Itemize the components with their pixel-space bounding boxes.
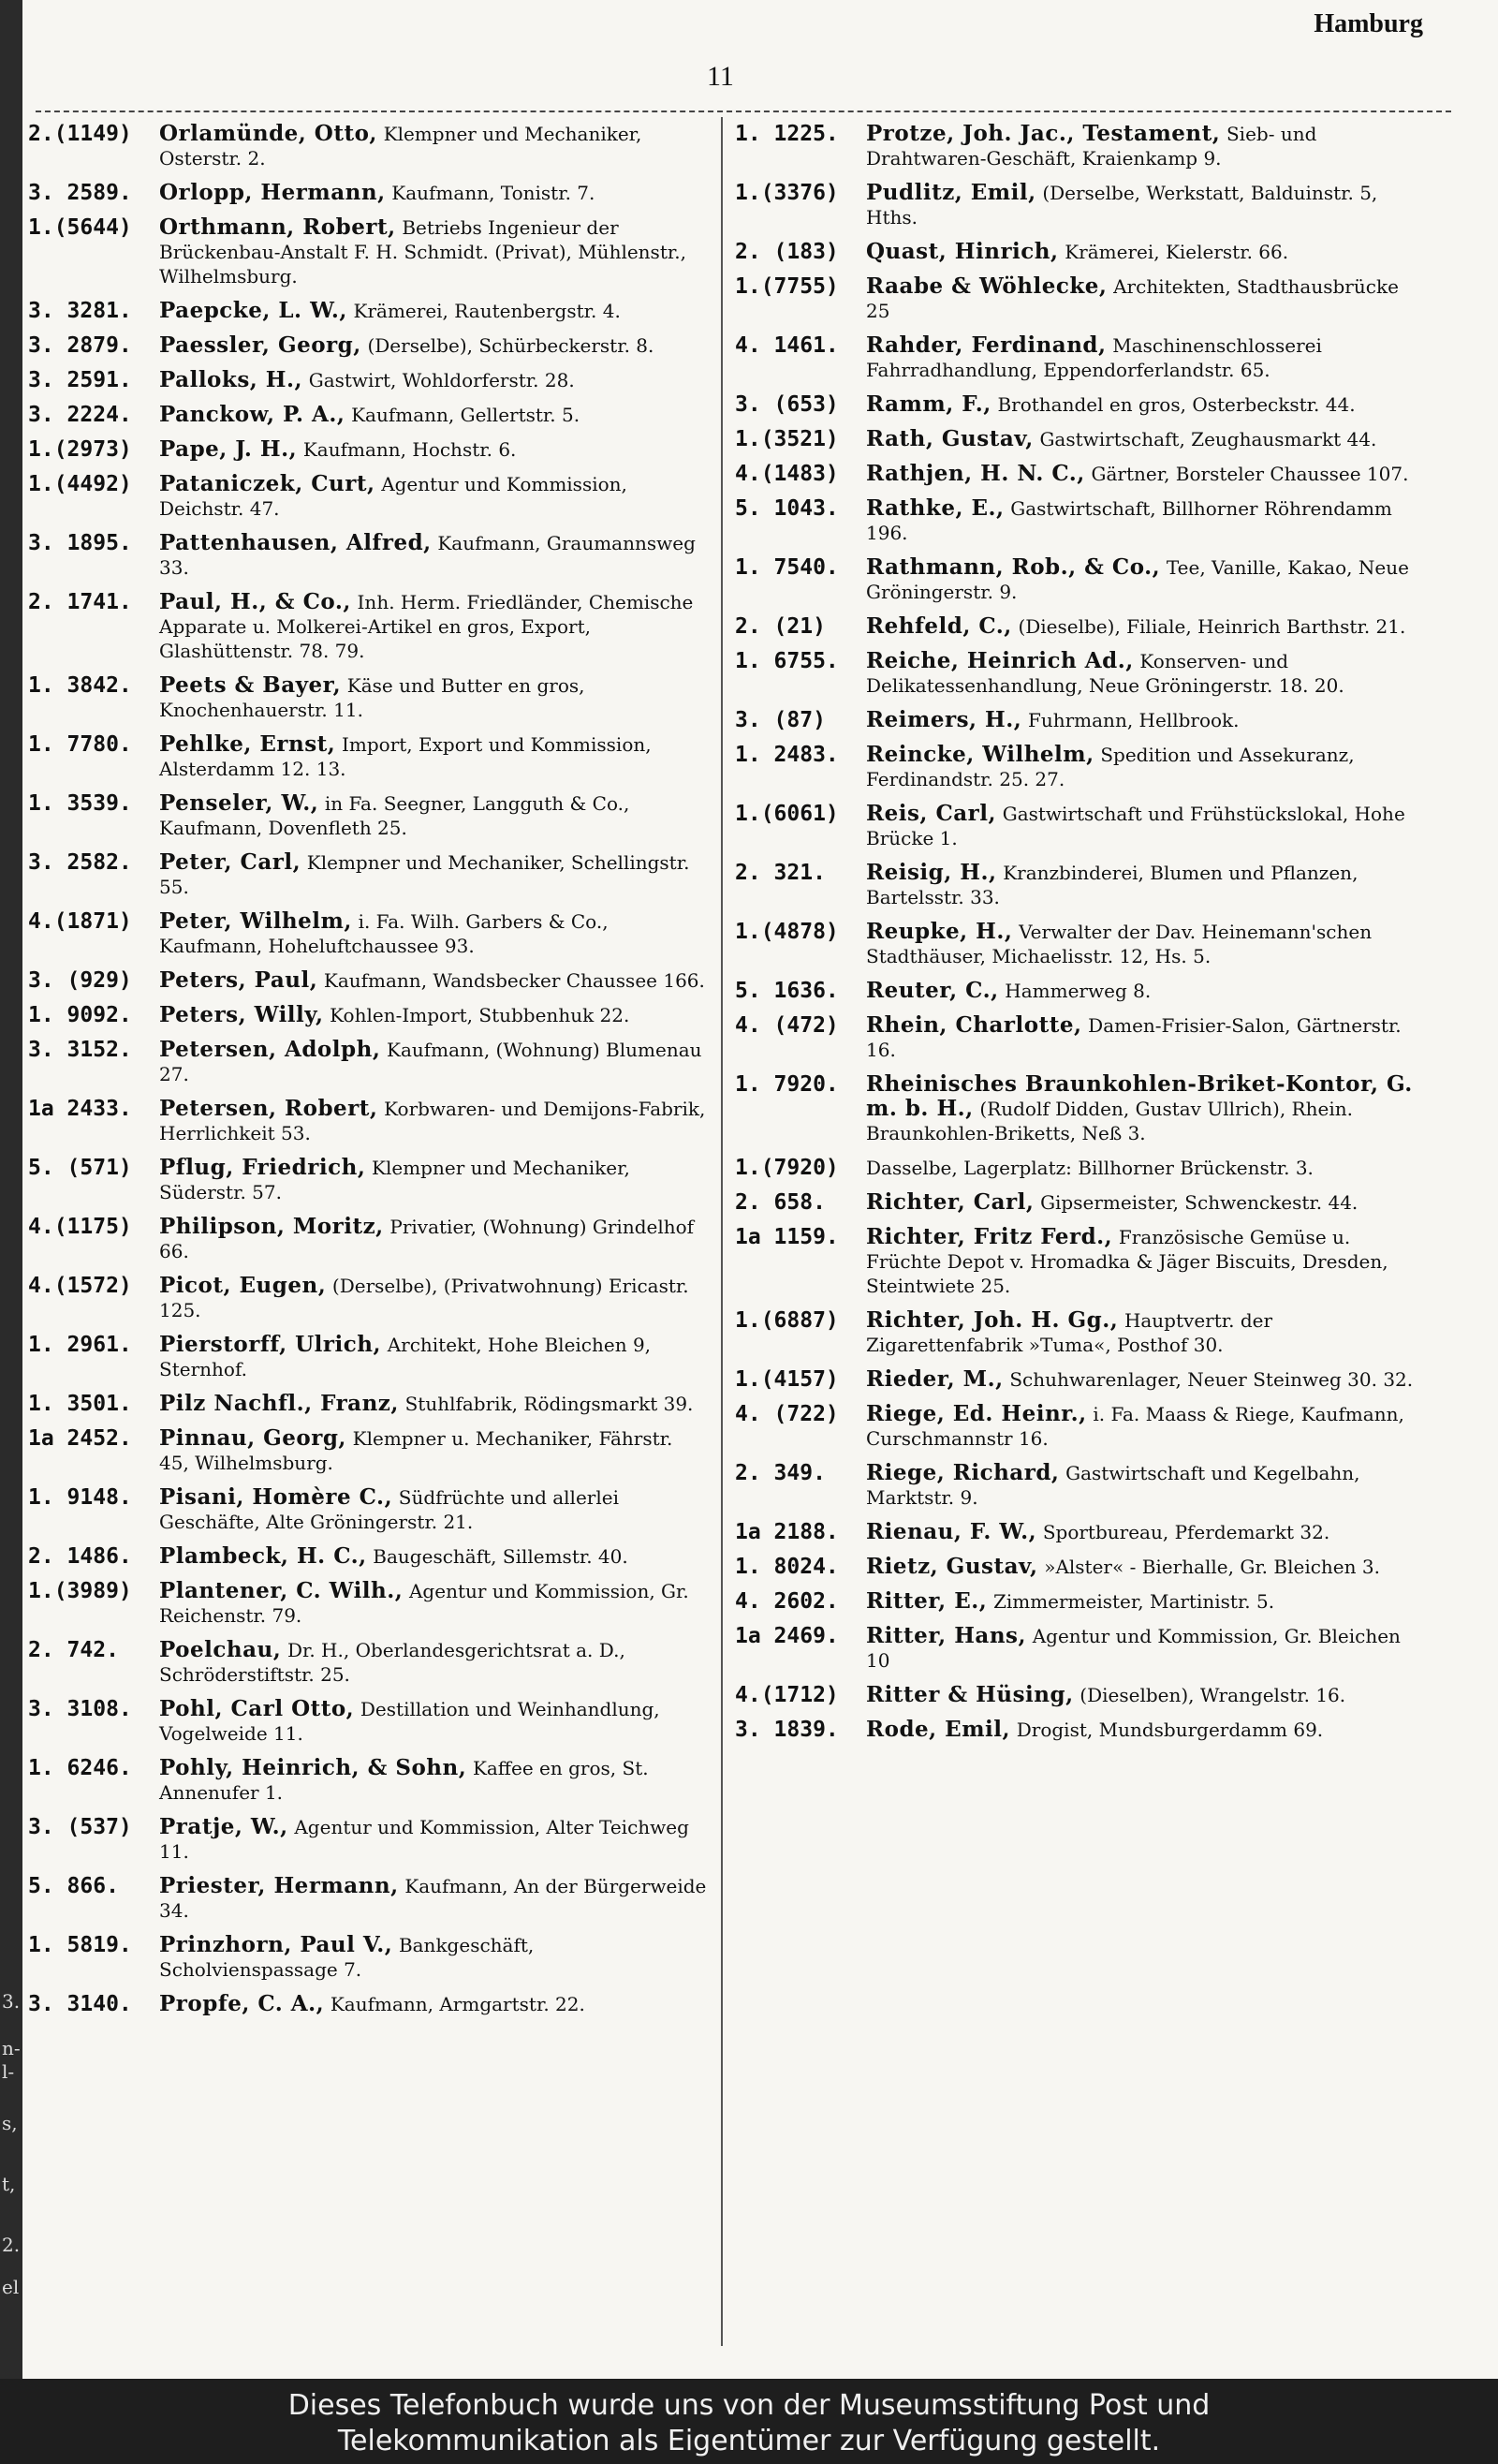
subscriber-name: Rehfeld, C., bbox=[866, 613, 1012, 639]
subscriber-details: (Derselbe), Schürbeckerstr. 8. bbox=[367, 334, 654, 357]
subscriber-details: Kaufmann, (Wohnung) Blumenau 27. bbox=[159, 1039, 702, 1085]
directory-entry bbox=[735, 462, 1423, 486]
phone-number: 1.(6887) bbox=[735, 1308, 839, 1333]
phone-number: 1. 8024. bbox=[735, 1555, 839, 1579]
subscriber-details: Krämerei, Kielerstr. 66. bbox=[1065, 241, 1289, 263]
subscriber-name: Poelchau, bbox=[159, 1637, 282, 1662]
subscriber-name: Ramm, F., bbox=[866, 391, 991, 417]
subscriber-name: Plantener, C. Wilh., bbox=[159, 1578, 404, 1603]
directory-entry bbox=[735, 1308, 1423, 1357]
directory-entry bbox=[735, 1589, 1423, 1614]
subscriber-details: Spedition und Assekuranz, Ferdinandstr. 25. 27. bbox=[866, 744, 1355, 790]
phone-number: 1.(4878) bbox=[735, 920, 839, 944]
phone-number: 3. (537) bbox=[28, 1815, 132, 1839]
directory-entry bbox=[28, 732, 707, 781]
phone-number: 5. 1043. bbox=[735, 496, 839, 521]
directory-entry bbox=[735, 392, 1423, 417]
left-column bbox=[28, 122, 707, 2027]
subscriber-details: Klempner und Mechaniker, Osterstr. 2. bbox=[159, 123, 642, 170]
subscriber-name: Rhein, Charlotte, bbox=[866, 1012, 1082, 1038]
directory-entry bbox=[28, 299, 707, 323]
subscriber-name: Rahder, Ferdinand, bbox=[866, 332, 1107, 358]
subscriber-details: Käse und Butter en gros, Knochenhauerstr. 11. bbox=[159, 674, 585, 721]
directory-entry bbox=[28, 590, 707, 663]
phone-number: 3. (929) bbox=[28, 968, 132, 993]
subscriber-name: Peters, Willy, bbox=[159, 1002, 324, 1027]
subscriber-details: Klempner u. Mechaniker, Fährstr. 45, Wilhelmsburg. bbox=[159, 1427, 673, 1474]
directory-entry bbox=[735, 1520, 1423, 1544]
directory-entry bbox=[28, 1874, 707, 1923]
running-head: Hamburg bbox=[1314, 9, 1423, 38]
subscriber-name: Peters, Paul, bbox=[159, 967, 318, 993]
subscriber-details: Agentur und Kommission, Alter Teichweg 11. bbox=[159, 1816, 689, 1863]
directory-entry bbox=[735, 181, 1423, 229]
subscriber-name: Quast, Hinrich, bbox=[866, 239, 1059, 264]
phone-number: 4.(1572) bbox=[28, 1274, 132, 1298]
subscriber-details: Schuhwarenlager, Neuer Steinweg 30. 32. bbox=[1009, 1368, 1414, 1391]
subscriber-details: Kaufmann, Tonistr. 7. bbox=[391, 182, 595, 204]
subscriber-details: Kaffee en gros, St. Annenufer 1. bbox=[159, 1757, 649, 1804]
subscriber-details: Gastwirtschaft und Frühstückslokal, Hohe Brücke 1. bbox=[866, 803, 1405, 849]
phone-number: 2.(1149) bbox=[28, 122, 132, 146]
phone-number: 4. (722) bbox=[735, 1402, 839, 1426]
subscriber-name: Reisig, H., bbox=[866, 860, 997, 885]
subscriber-details: in Fa. Seegner, Langguth & Co., Kaufmann, Dovenfleth 25. bbox=[159, 792, 630, 839]
subscriber-name: Philipson, Moritz, bbox=[159, 1214, 384, 1239]
directory-entry bbox=[735, 1013, 1423, 1062]
subscriber-name: Pilz Nachfl., Franz, bbox=[159, 1391, 399, 1416]
subscriber-name: Palloks, H., bbox=[159, 367, 303, 392]
subscriber-name: Petersen, Robert, bbox=[159, 1096, 378, 1121]
spine-mark: 2. bbox=[2, 2234, 21, 2256]
subscriber-name: Riege, Richard, bbox=[866, 1460, 1060, 1485]
directory-entry bbox=[28, 1038, 707, 1086]
subscriber-name: Orlamünde, Otto, bbox=[159, 121, 377, 146]
subscriber-name: Pohly, Heinrich, & Sohn, bbox=[159, 1755, 467, 1780]
subscriber-name: Paepcke, L. W., bbox=[159, 298, 347, 323]
directory-entry bbox=[28, 1544, 707, 1569]
directory-entry bbox=[28, 1815, 707, 1864]
phone-number: 5. 1636. bbox=[735, 979, 839, 1003]
directory-entry bbox=[28, 1697, 707, 1746]
subscriber-name: Paul, H., & Co., bbox=[159, 589, 351, 614]
subscriber-name: Pape, J. H., bbox=[159, 436, 298, 462]
top-rule bbox=[36, 111, 1451, 112]
phone-number: 4.(1483) bbox=[735, 462, 839, 486]
directory-entry bbox=[28, 1003, 707, 1027]
directory-entry bbox=[28, 531, 707, 580]
phone-number: 3. 2589. bbox=[28, 181, 132, 205]
subscriber-details: Gastwirtschaft, Billhorner Röhrendamm 196. bbox=[866, 497, 1392, 544]
directory-entry bbox=[28, 1156, 707, 1204]
directory-entry bbox=[28, 909, 707, 958]
directory-entry bbox=[735, 802, 1423, 850]
directory-entry bbox=[28, 1756, 707, 1805]
phone-number: 2. 1741. bbox=[28, 590, 132, 614]
phone-number: 2. 742. bbox=[28, 1638, 119, 1662]
subscriber-name: Ritter, E., bbox=[866, 1588, 988, 1614]
subscriber-name: Riege, Ed. Heinr., bbox=[866, 1401, 1087, 1426]
footer-line-1: Dieses Telefonbuch wurde uns von der Museumsstiftung Post und bbox=[287, 2389, 1211, 2422]
directory-entry bbox=[28, 673, 707, 722]
directory-entry bbox=[735, 1225, 1423, 1298]
directory-entry bbox=[28, 122, 707, 170]
subscriber-details: Gipsermeister, Schwenckestr. 44. bbox=[1040, 1191, 1358, 1214]
subscriber-details: Fuhrmann, Hellbrook. bbox=[1027, 709, 1240, 731]
directory-entry bbox=[735, 1367, 1423, 1392]
subscriber-name: Penseler, W., bbox=[159, 790, 319, 816]
subscriber-details: Destillation und Weinhandlung, Vogelweide 11. bbox=[159, 1698, 660, 1745]
phone-number: 1. 3501. bbox=[28, 1392, 132, 1416]
subscriber-name: Reiche, Heinrich Ad., bbox=[866, 648, 1134, 673]
subscriber-name: Plambeck, H. C., bbox=[159, 1543, 367, 1569]
subscriber-name: Reis, Carl, bbox=[866, 801, 997, 826]
subscriber-name: Picot, Eugen, bbox=[159, 1273, 327, 1298]
subscriber-details: i. Fa. Wilh. Garbers & Co., Kaufmann, Hoheluftchaussee 93. bbox=[159, 910, 609, 957]
subscriber-details: »Alster« - Bierhalle, Gr. Bleichen 3. bbox=[1044, 1556, 1380, 1578]
phone-number: 2. (183) bbox=[735, 240, 839, 264]
subscriber-details: Stuhlfabrik, Rödingsmarkt 39. bbox=[404, 1393, 694, 1415]
subscriber-details: Tee, Vanille, Kakao, Neue Gröningerstr. 9. bbox=[866, 556, 1409, 603]
column-divider bbox=[721, 117, 723, 2346]
subscriber-details: Import, Export und Kommission, Alsterdamm 12. 13. bbox=[159, 733, 652, 780]
phone-number: 2. 1486. bbox=[28, 1544, 132, 1569]
subscriber-name: Reincke, Wilhelm, bbox=[866, 742, 1094, 767]
subscriber-name: Rath, Gustav, bbox=[866, 426, 1034, 451]
subscriber-details: Klempner und Mechaniker, Süderstr. 57. bbox=[159, 1157, 630, 1203]
phone-number: 3. 2582. bbox=[28, 850, 132, 875]
directory-entry bbox=[735, 496, 1423, 545]
phone-number: 1. 9092. bbox=[28, 1003, 132, 1027]
subscriber-details: Kaufmann, Graumannsweg 33. bbox=[159, 532, 696, 579]
subscriber-details: Kohlen-Import, Stubbenhuk 22. bbox=[330, 1004, 630, 1026]
subscriber-details: Konserven- und Delikatessenhandlung, Neue Gröningerstr. 18. 20. bbox=[866, 650, 1344, 697]
phone-number: 5. 866. bbox=[28, 1874, 119, 1898]
phone-number: 1.(3989) bbox=[28, 1579, 132, 1603]
directory-entry bbox=[28, 368, 707, 392]
subscriber-name: Peets & Bayer, bbox=[159, 672, 342, 698]
subscriber-name: Petersen, Adolph, bbox=[159, 1037, 381, 1062]
subscriber-details: Kaufmann, Wandsbecker Chaussee 166. bbox=[323, 969, 705, 992]
subscriber-details: Baugeschäft, Sillemstr. 40. bbox=[373, 1545, 628, 1568]
subscriber-name: Richter, Fritz Ferd., bbox=[866, 1224, 1113, 1249]
phone-number: 1. 1225. bbox=[735, 122, 839, 146]
subscriber-name: Rode, Emil, bbox=[866, 1717, 1011, 1742]
subscriber-details: Verwalter der Dav. Heinemann'schen Stadthäuser, Michaelisstr. 12, Hs. 5. bbox=[866, 921, 1373, 967]
subscriber-details: Agentur und Kommission, Deichstr. 47. bbox=[159, 473, 627, 520]
subscriber-name: Richter, Joh. H. Gg., bbox=[866, 1307, 1119, 1333]
phone-number: 4. 2602. bbox=[735, 1589, 839, 1614]
phone-number: 1.(3376) bbox=[735, 181, 839, 205]
subscriber-details: Architekt, Hohe Bleichen 9, Sternhof. bbox=[159, 1334, 652, 1380]
subscriber-name: Pinnau, Georg, bbox=[159, 1425, 346, 1451]
subscriber-details: Brothandel en gros, Osterbeckstr. 44. bbox=[997, 393, 1356, 416]
directory-entry bbox=[735, 1402, 1423, 1451]
phone-number: 3. 3140. bbox=[28, 1992, 132, 2016]
phone-number: 3. 2591. bbox=[28, 368, 132, 392]
phone-number: 4.(1175) bbox=[28, 1215, 132, 1239]
directory-entry bbox=[28, 181, 707, 205]
subscriber-details: (Derselbe, Werkstatt, Balduinstr. 5, Hths. bbox=[866, 182, 1378, 229]
directory-entry bbox=[28, 1274, 707, 1322]
directory-entry bbox=[28, 1333, 707, 1381]
directory-entry bbox=[28, 1215, 707, 1263]
directory-entry bbox=[28, 1579, 707, 1628]
phone-number: 1.(5644) bbox=[28, 215, 132, 240]
subscriber-name: Rathke, E., bbox=[866, 495, 1005, 521]
subscriber-name: Pisani, Homère C., bbox=[159, 1484, 393, 1510]
phone-number: 1a 2188. bbox=[735, 1520, 839, 1544]
phone-number: 1a 2469. bbox=[735, 1624, 839, 1648]
phone-number: 2. 658. bbox=[735, 1190, 826, 1215]
phone-number: 1a 2433. bbox=[28, 1097, 132, 1121]
phone-number: 3. 2224. bbox=[28, 403, 132, 427]
subscriber-name: Paessler, Georg, bbox=[159, 332, 361, 358]
subscriber-name: Peter, Wilhelm, bbox=[159, 908, 352, 934]
subscriber-name: Pflug, Friedrich, bbox=[159, 1155, 366, 1180]
subscriber-name: Rietz, Gustav, bbox=[866, 1554, 1038, 1579]
directory-entry bbox=[735, 1683, 1423, 1707]
directory-entry bbox=[735, 1461, 1423, 1510]
directory-entry bbox=[28, 333, 707, 358]
subscriber-name: Richter, Carl, bbox=[866, 1189, 1035, 1215]
directory-entry bbox=[28, 215, 707, 288]
phone-number: 4. (472) bbox=[735, 1013, 839, 1038]
directory-entry bbox=[28, 1485, 707, 1534]
subscriber-details: Bankgeschäft, Scholvienspassage 7. bbox=[159, 1934, 535, 1981]
subscriber-name: Priester, Hermann, bbox=[159, 1873, 399, 1898]
phone-number: 2. (21) bbox=[735, 614, 826, 639]
subscriber-name: Rienau, F. W., bbox=[866, 1519, 1037, 1544]
subscriber-details: (Dieselbe), Filiale, Heinrich Barthstr. 21. bbox=[1018, 615, 1406, 638]
subscriber-details: Drogist, Mundsburgerdamm 69. bbox=[1016, 1719, 1324, 1741]
footer-line-2: Telekommunikation als Eigentümer zur Verfügung gestellt. bbox=[337, 2425, 1161, 2457]
subscriber-details: i. Fa. Maass & Riege, Kaufmann, Curschmannstr 16. bbox=[866, 1403, 1404, 1450]
subscriber-details: Sieb- und Drahtwaren-Geschäft, Kraienkamp 9. bbox=[866, 123, 1317, 170]
directory-entry bbox=[735, 743, 1423, 791]
directory-entry bbox=[28, 1933, 707, 1982]
directory-entry bbox=[735, 1072, 1423, 1145]
subscriber-details: Klempner und Mechaniker, Schellingstr. 55. bbox=[159, 851, 690, 898]
subscriber-details: Dr. H., Oberlandesgerichtsrat a. D., Schröderstiftstr. 25. bbox=[159, 1639, 625, 1686]
phone-number: 1. 3539. bbox=[28, 791, 132, 816]
page-number: 11 bbox=[707, 61, 734, 92]
directory-entry bbox=[28, 1638, 707, 1687]
subscriber-name: Pehlke, Ernst, bbox=[159, 731, 336, 757]
phone-number: 1. 7780. bbox=[28, 732, 132, 757]
subscriber-name: Pattenhausen, Alfred, bbox=[159, 530, 432, 555]
subscriber-details: Kaufmann, An der Bürgerweide 34. bbox=[159, 1875, 707, 1922]
phone-number: 1.(7920) bbox=[735, 1156, 839, 1180]
directory-entry bbox=[735, 1156, 1423, 1180]
phone-number: 4. 1461. bbox=[735, 333, 839, 358]
subscriber-name: Rieder, M., bbox=[866, 1366, 1004, 1392]
phone-number: 1. 7920. bbox=[735, 1072, 839, 1097]
subscriber-details: Hammerweg 8. bbox=[1005, 980, 1152, 1002]
phone-number: 3. 3152. bbox=[28, 1038, 132, 1062]
phone-number: 3. (653) bbox=[735, 392, 839, 417]
subscriber-details: Maschinenschlosserei Fahrradhandlung, Eppendorferlandstr. 65. bbox=[866, 334, 1322, 381]
phone-number: 3. 1895. bbox=[28, 531, 132, 555]
directory-entry bbox=[735, 861, 1423, 909]
subscriber-details: (Dieselben), Wrangelstr. 16. bbox=[1079, 1684, 1346, 1706]
phone-number: 1. 2961. bbox=[28, 1333, 132, 1357]
subscriber-details: Dasselbe, Lagerplatz: Billhorner Brückenstr. 3. bbox=[866, 1157, 1314, 1179]
subscriber-details: Krämerei, Rautenbergstr. 4. bbox=[353, 300, 621, 322]
phone-number: 3. (87) bbox=[735, 708, 826, 732]
phone-number: 2. 321. bbox=[735, 861, 826, 885]
phone-number: 1. 7540. bbox=[735, 555, 839, 580]
phone-number: 1.(4492) bbox=[28, 472, 132, 496]
phone-number: 3. 1839. bbox=[735, 1718, 839, 1742]
phone-number: 1.(4157) bbox=[735, 1367, 839, 1392]
phone-number: 1.(6061) bbox=[735, 802, 839, 826]
subscriber-name: Pratje, W., bbox=[159, 1814, 288, 1839]
directory-entry bbox=[735, 555, 1423, 604]
footer-note bbox=[0, 2379, 1498, 2464]
directory-entry bbox=[28, 850, 707, 899]
subscriber-name: Peter, Carl, bbox=[159, 849, 301, 875]
right-column bbox=[735, 122, 1423, 1752]
spine-mark: n- bbox=[2, 2037, 21, 2059]
subscriber-details: Gastwirtschaft und Kegelbahn, Marktstr. 9. bbox=[866, 1462, 1360, 1509]
spine-mark: t, bbox=[2, 2173, 16, 2195]
directory-entry bbox=[735, 1718, 1423, 1742]
subscriber-details: Inh. Herm. Friedländer, Chemische Apparate u. Molkerei-Artikel en gros, Export, Glashüttenstr. 78. 79. bbox=[159, 591, 694, 662]
directory-entry bbox=[28, 437, 707, 462]
subscriber-details: Kaufmann, Gellertstr. 5. bbox=[351, 404, 580, 426]
directory-entry bbox=[28, 1426, 707, 1475]
spine-mark: 3. bbox=[2, 1990, 21, 2013]
spine-mark: l- bbox=[2, 2060, 15, 2083]
directory-entry bbox=[735, 122, 1423, 170]
subscriber-name: Pierstorff, Ulrich, bbox=[159, 1332, 381, 1357]
phone-number: 3. 3281. bbox=[28, 299, 132, 323]
directory-entry bbox=[735, 240, 1423, 264]
subscriber-name: Reimers, H., bbox=[866, 707, 1022, 732]
subscriber-details: Agentur und Kommission, Gr. Bleichen 10 bbox=[866, 1625, 1401, 1672]
directory-entry bbox=[735, 1555, 1423, 1579]
directory-entry bbox=[28, 1097, 707, 1145]
directory-entry bbox=[735, 708, 1423, 732]
phone-number: 1a 2452. bbox=[28, 1426, 132, 1451]
directory-entry bbox=[735, 979, 1423, 1003]
phone-number: 1a 1159. bbox=[735, 1225, 839, 1249]
directory-entry bbox=[735, 274, 1423, 323]
subscriber-details: Damen-Frisier-Salon, Gärtnerstr. 16. bbox=[866, 1014, 1402, 1061]
subscriber-details: Südfrüchte und allerlei Geschäfte, Alte Gröningerstr. 21. bbox=[159, 1486, 619, 1533]
phone-number: 1.(2973) bbox=[28, 437, 132, 462]
directory-entry bbox=[735, 333, 1423, 382]
phone-number: 1. 3842. bbox=[28, 673, 132, 698]
directory-entry bbox=[735, 1190, 1423, 1215]
subscriber-details: Kaufmann, Armgartstr. 22. bbox=[330, 1993, 585, 2015]
subscriber-details: Architekten, Stadthausbrücke 25 bbox=[866, 275, 1399, 322]
subscriber-name: Rheinisches Braunkohlen-Briket-Kontor, G. m. b. H., bbox=[866, 1071, 1413, 1121]
phone-number: 5. (571) bbox=[28, 1156, 132, 1180]
phone-number: 1. 2483. bbox=[735, 743, 839, 767]
phone-number: 1. 9148. bbox=[28, 1485, 132, 1510]
directory-entry bbox=[735, 1624, 1423, 1673]
subscriber-name: Raabe & Wöhlecke, bbox=[866, 273, 1108, 299]
phone-number: 1.(3521) bbox=[735, 427, 839, 451]
subscriber-details: Agentur und Kommission, Gr. Reichenstr. 79. bbox=[159, 1580, 689, 1627]
directory-entry bbox=[735, 649, 1423, 698]
directory-entry bbox=[28, 1392, 707, 1416]
subscriber-details: Betriebs Ingenieur der Brückenbau-Anstalt F. H. Schmidt. (Privat), Mühlenstr., Wilhelmsburg. bbox=[159, 216, 686, 288]
subscriber-name: Ritter, Hans, bbox=[866, 1623, 1027, 1648]
subscriber-name: Propfe, C. A., bbox=[159, 1991, 325, 2016]
spine-mark: el bbox=[2, 2276, 20, 2298]
phone-number: 4.(1871) bbox=[28, 909, 132, 934]
phone-number: 3. 2879. bbox=[28, 333, 132, 358]
subscriber-details: (Rudolf Didden, Gustav Ullrich), Rhein. Braunkohlen-Briketts, Neß 3. bbox=[866, 1098, 1353, 1144]
subscriber-name: Orlopp, Hermann, bbox=[159, 180, 386, 205]
subscriber-details: Gärtner, Borsteler Chaussee 107. bbox=[1091, 463, 1409, 485]
subscriber-name: Prinzhorn, Paul V., bbox=[159, 1932, 393, 1957]
subscriber-details: (Derselbe), (Privatwohnung) Ericastr. 125. bbox=[159, 1275, 689, 1321]
subscriber-details: Korbwaren- und Demijons-Fabrik, Herrlichkeit 53. bbox=[159, 1098, 706, 1144]
subscriber-name: Reupke, H., bbox=[866, 919, 1013, 944]
directory-entry bbox=[28, 472, 707, 521]
subscriber-name: Pudlitz, Emil, bbox=[866, 180, 1036, 205]
subscriber-name: Rathmann, Rob., & Co., bbox=[866, 554, 1161, 580]
spine-bleed-marks bbox=[0, 0, 19, 2379]
subscriber-name: Protze, Joh. Jac., Testament, bbox=[866, 121, 1221, 146]
directory-entry bbox=[28, 1992, 707, 2016]
subscriber-details: Gastwirtschaft, Zeughausmarkt 44. bbox=[1039, 428, 1377, 450]
subscriber-name: Pohl, Carl Otto, bbox=[159, 1696, 355, 1721]
subscriber-details: Französische Gemüse u. Früchte Depot v. Hromadka & Jäger Biscuits, Dresden, Steintwiete 25. bbox=[866, 1226, 1388, 1297]
phone-number: 1. 6755. bbox=[735, 649, 839, 673]
subscriber-name: Panckow, P. A., bbox=[159, 402, 345, 427]
phone-number: 1.(7755) bbox=[735, 274, 839, 299]
spine-mark: s, bbox=[2, 2112, 18, 2134]
subscriber-name: Orthmann, Robert, bbox=[159, 214, 396, 240]
phone-number: 1. 5819. bbox=[28, 1933, 132, 1957]
directory-entry bbox=[735, 920, 1423, 968]
directory-entry bbox=[735, 614, 1423, 639]
subscriber-details: Kranzbinderei, Blumen und Pflanzen, Bartelsstr. 33. bbox=[866, 862, 1358, 908]
subscriber-name: Pataniczek, Curt, bbox=[159, 471, 375, 496]
subscriber-name: Reuter, C., bbox=[866, 978, 999, 1003]
phone-number: 3. 3108. bbox=[28, 1697, 132, 1721]
phone-number: 4.(1712) bbox=[735, 1683, 839, 1707]
subscriber-details: Kaufmann, Hochstr. 6. bbox=[302, 438, 517, 461]
directory-entry bbox=[28, 403, 707, 427]
directory-entry bbox=[28, 968, 707, 993]
phone-number: 1. 6246. bbox=[28, 1756, 132, 1780]
subscriber-details: Privatier, (Wohnung) Grindelhof 66. bbox=[159, 1216, 695, 1262]
subscriber-details: Sportbureau, Pferdemarkt 32. bbox=[1042, 1521, 1330, 1543]
directory-entry bbox=[28, 791, 707, 840]
phone-number: 2. 349. bbox=[735, 1461, 826, 1485]
directory-entry bbox=[735, 427, 1423, 451]
subscriber-details: Hauptvertr. der Zigarettenfabrik »Tuma«, Posthof 30. bbox=[866, 1309, 1273, 1356]
subscriber-details: Gastwirt, Wohldorferstr. 28. bbox=[308, 369, 575, 391]
subscriber-details: Zimmermeister, Martinistr. 5. bbox=[992, 1590, 1275, 1613]
subscriber-name: Ritter & Hüsing, bbox=[866, 1682, 1074, 1707]
subscriber-name: Rathjen, H. N. C., bbox=[866, 461, 1085, 486]
